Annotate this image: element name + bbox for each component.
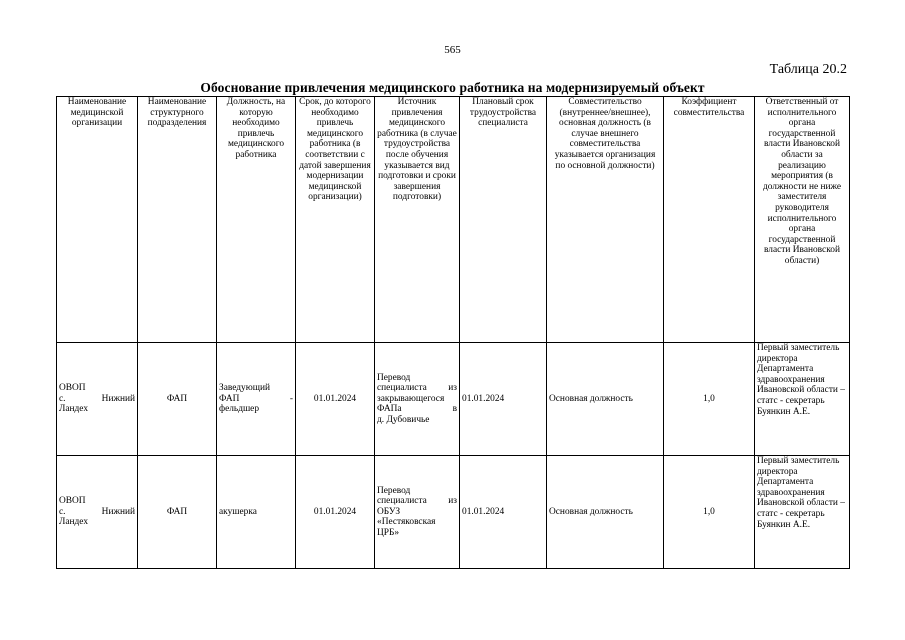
header-unit: Наименование структурного подразделения bbox=[138, 97, 217, 343]
org-line: Ландех bbox=[59, 404, 89, 415]
source-line: «Пестяковская bbox=[377, 517, 436, 528]
cell-unit: ФАП bbox=[138, 456, 217, 569]
header-source: Источник привлечения медицинского работника (в случае трудоустройства после обучения указывается вид подготовки и сроки завершения подготовки) bbox=[375, 97, 460, 343]
cell-combination: Основная должность bbox=[547, 343, 664, 456]
source-line: Перевод bbox=[377, 485, 411, 496]
source-line: специалиста из bbox=[377, 383, 457, 394]
source-line: ЦРБ» bbox=[377, 527, 400, 538]
cell-planned-date: 01.01.2024 bbox=[460, 343, 547, 456]
cell-source bbox=[375, 343, 460, 456]
header-position: Должность, на которую необходимо привлечь медицинского работника bbox=[217, 97, 296, 343]
cell-unit: ФАП bbox=[138, 343, 217, 456]
cell-coefficient: 1,0 bbox=[664, 343, 755, 456]
source-line: закрывающегося bbox=[377, 393, 445, 404]
cell-position bbox=[217, 343, 296, 456]
cell-organization bbox=[57, 343, 138, 456]
justification-table bbox=[56, 96, 850, 569]
header-row bbox=[57, 97, 850, 343]
header-deadline: Срок, до которого необходимо привлечь медицинского работника (в соответствии с датой завершения модернизации медицинской организации) bbox=[296, 97, 375, 343]
position-line: фельдшер bbox=[219, 404, 260, 415]
org-line: с. Нижний bbox=[59, 393, 135, 404]
page-number: 565 bbox=[444, 44, 461, 56]
cell-coefficient: 1,0 bbox=[664, 456, 755, 569]
source-line: ФАПа в bbox=[377, 404, 457, 415]
cell-planned-date: 01.01.2024 bbox=[460, 456, 547, 569]
org-line: ОВОП bbox=[59, 383, 86, 394]
cell-source bbox=[375, 456, 460, 569]
header-combination: Совместительство (внутреннее/внешнее), основная должность (в случае внешнего совместительства указывается организация по основной должности) bbox=[547, 97, 664, 343]
table-row bbox=[57, 343, 850, 456]
source-line: специалиста из bbox=[377, 496, 457, 507]
cell-deadline: 01.01.2024 bbox=[296, 343, 375, 456]
source-line: Перевод bbox=[377, 372, 411, 383]
source-line: д. Дубовичье bbox=[377, 414, 430, 425]
position-line: Заведующий bbox=[219, 383, 270, 394]
header-planned-date: Плановый срок трудоустройства специалиста bbox=[460, 97, 547, 343]
cell-position bbox=[217, 456, 296, 569]
source-line: ОБУЗ bbox=[377, 506, 401, 517]
org-line: с. Нижний bbox=[59, 506, 135, 517]
header-organization: Наименование медицинской организации bbox=[57, 97, 138, 343]
table-number: Таблица 20.2 bbox=[769, 62, 847, 77]
cell-combination: Основная должность bbox=[547, 456, 664, 569]
cell-organization bbox=[57, 456, 138, 569]
org-line: Ландех bbox=[59, 517, 89, 528]
header-responsible: Ответственный от исполнительного органа государственной власти Ивановской области за реализацию мероприятия (в должности не ниже заместителя руководителя исполнительного органа государственной власти Ивановской области) bbox=[755, 97, 850, 343]
position-line: акушерка bbox=[219, 506, 257, 517]
cell-responsible: Первый заместитель директора Департамента здравоохранения Ивановской области – статс - секретарь Буянкин А.Е. bbox=[755, 456, 850, 569]
table-row bbox=[57, 456, 850, 569]
document-title: Обоснование привлечения медицинского работника на модернизируемый объект bbox=[200, 80, 705, 95]
org-line: ОВОП bbox=[59, 496, 86, 507]
position-line: ФАП - bbox=[219, 393, 293, 404]
cell-deadline: 01.01.2024 bbox=[296, 456, 375, 569]
header-coefficient: Коэффициент совместительства bbox=[664, 97, 755, 343]
cell-responsible: Первый заместитель директора Департамента здравоохранения Ивановской области – статс - секретарь Буянкин А.Е. bbox=[755, 343, 850, 456]
